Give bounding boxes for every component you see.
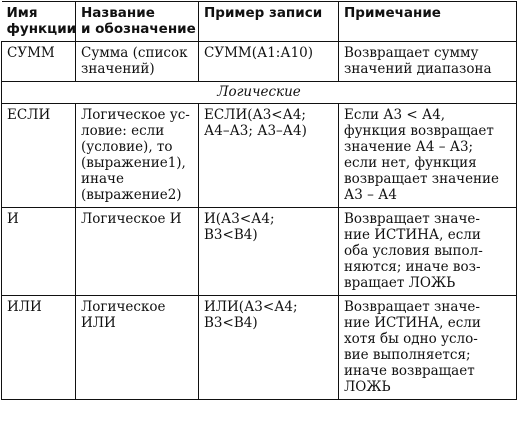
function-name-cell [2,296,76,400]
cell-text-line: Возвращает значе- [344,299,480,315]
table-row [2,42,517,82]
cell-text-line: Логическое [81,299,166,315]
cell-text-line: если нет, функция [344,155,477,171]
cell-text-line: ЛОЖЬ [344,379,391,395]
table-row [2,104,517,208]
cell-text-line: ИЛИ [7,299,42,315]
cell-text-line: возвращает значение [344,171,500,187]
header-function-name: Имя функции [2,2,76,42]
cell-text-line: В3<В4) [204,315,258,331]
cell-text-line: Если А3 < А4, [344,107,446,123]
cell-text-line: А3 – А4 [344,187,397,203]
cell-text-line: СУММ(А1:А10) [204,45,314,61]
example-cell [199,104,339,208]
cell-text-line: вращает ЛОЖЬ [344,275,456,291]
function-name-cell [2,104,76,208]
cell-text-line: иначе возвращает [344,363,475,379]
header-row [2,2,517,42]
cell-text-line: ние ИСТИНА, если [344,315,481,331]
cell-text-line: значений диапазона [344,61,492,77]
cell-text-line: оба условия выпол- [344,243,483,259]
cell-text-line: значений) [81,61,155,77]
cell-text-line: хотя бы одно усло- [344,331,478,347]
title-cell [76,42,199,82]
cell-text-line: (условие), то [81,139,173,155]
title-cell [76,208,199,296]
cell-text-line: ние ИСТИНА, если [344,227,481,243]
cell-text-line: (выражение2) [81,187,182,203]
title-cell [76,104,199,208]
note-cell [339,296,517,400]
cell-text-line: Сумма (список [81,45,188,61]
cell-text-line: ЕСЛИ(А3<А4; [204,107,306,123]
function-name-cell [2,42,76,82]
note-cell [339,104,517,208]
cell-text-line: ИЛИ [81,315,116,331]
header-note: Примечание [339,2,517,42]
cell-text-line: ловие: если [81,123,165,139]
title-cell [76,296,199,400]
note-cell [339,42,517,82]
section-row [2,82,517,104]
example-cell [199,208,339,296]
cell-text-line: ЕСЛИ [7,107,51,123]
example-cell [199,296,339,400]
function-name-cell [2,208,76,296]
cell-text-line: Возвращает сумму [344,45,479,61]
cell-text-line: иначе [81,171,124,187]
table-row [2,208,517,296]
cell-text-line: вие выполняется; [344,347,471,363]
example-cell [199,42,339,82]
cell-text-line: И(А3<А4; [204,211,275,227]
cell-text-line: функция возвращает [344,123,494,139]
cell-text-line: (выражение1), [81,155,186,171]
cell-text-line: Логическое И [81,211,182,227]
cell-text-line: И [7,211,19,227]
cell-text-line: значение А4 – А3; [344,139,474,155]
table-row [2,296,517,400]
cell-text-line: СУММ [7,45,55,61]
cell-text-line: А4–А3; А3–А4) [204,123,307,139]
functions-table [1,1,517,400]
cell-text-line: няются; иначе воз- [344,259,481,275]
cell-text-line: ИЛИ(А3<А4; [204,299,298,315]
cell-text-line: Возвращает значе- [344,211,480,227]
cell-text-line: В3<В4) [204,227,258,243]
note-cell [339,208,517,296]
header-title: Название и обозначение [76,2,199,42]
section-label: Логические [2,82,517,104]
cell-text-line: Логическое ус- [81,107,190,123]
header-example: Пример записи [199,2,339,42]
